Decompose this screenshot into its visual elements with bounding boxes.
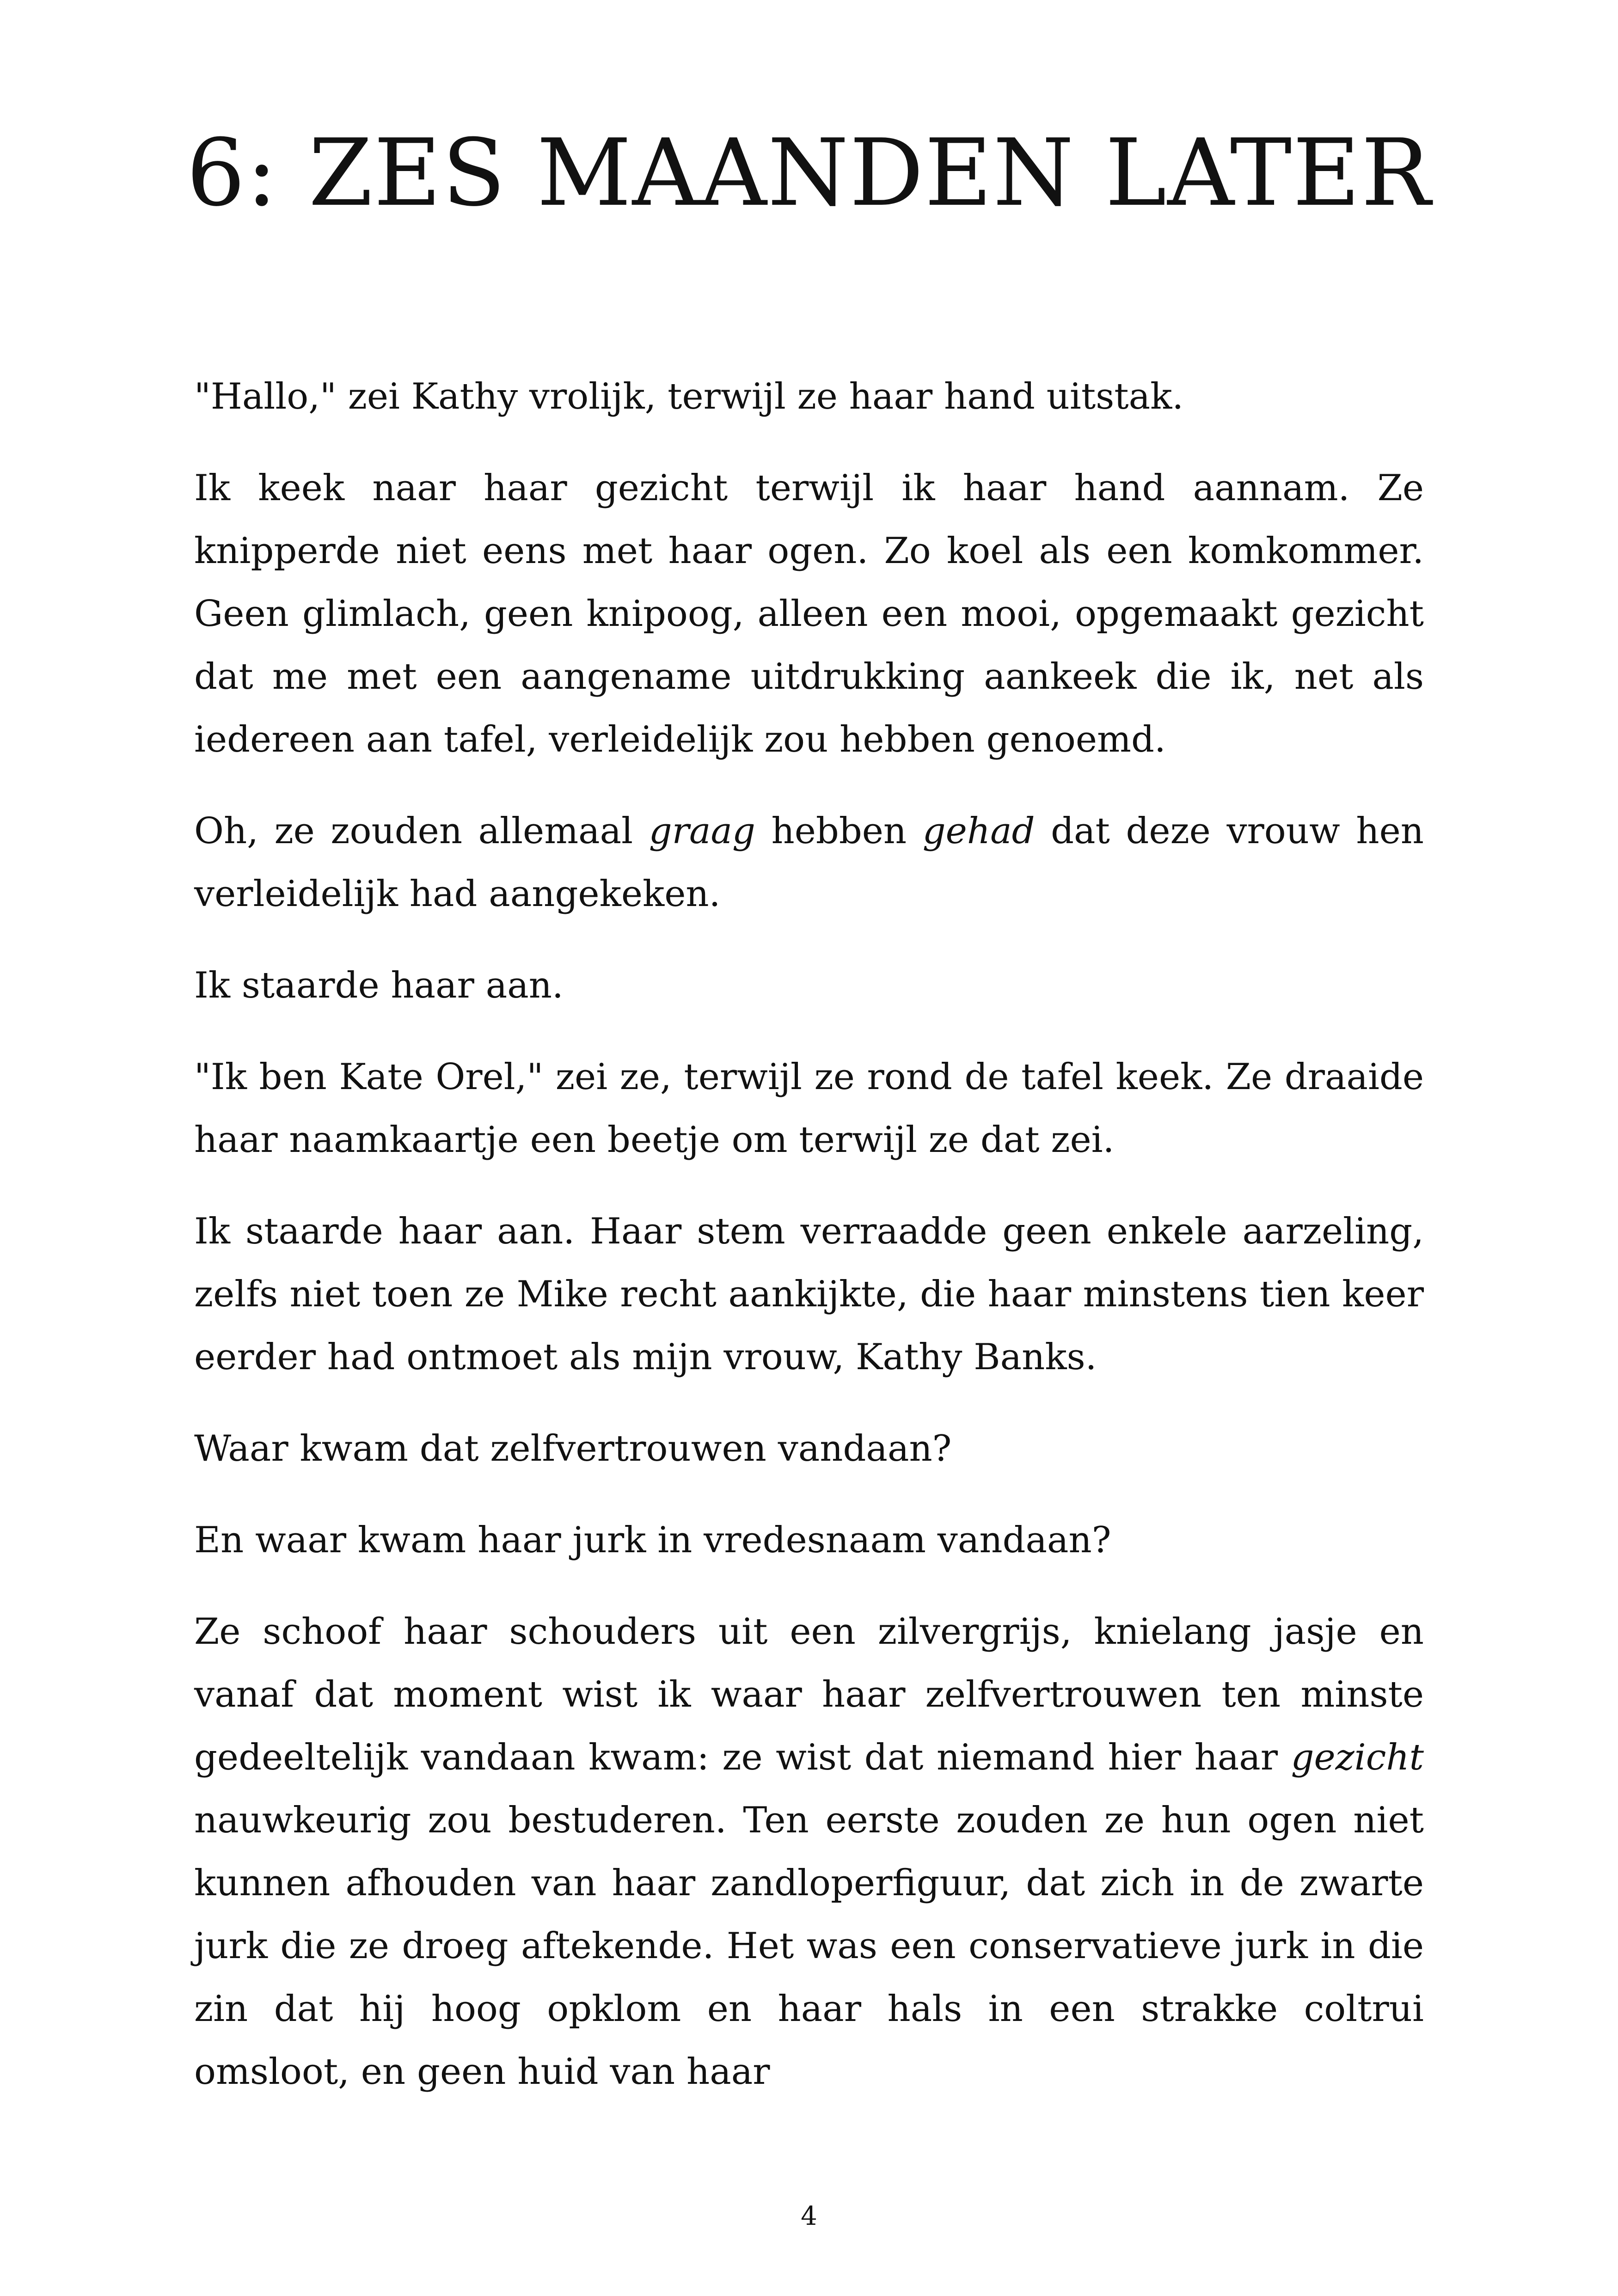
text-run: hebben	[755, 810, 923, 852]
paragraph	[194, 365, 1424, 428]
text-run: Ze schoof haar schouders uit een zilvergrijs, knielang jasje en vanaf dat moment wist ik waar haar zelfvertrouwen ten minste gedeeltelijk vandaan kwam: ze wist dat niemand hier haar	[194, 1611, 1424, 1778]
paragraph	[194, 457, 1424, 771]
text-run: Ik keek naar haar gezicht terwijl ik haar hand aannam. Ze knipperde niet eens met haar ogen. Zo koel als een komkommer. Geen glimlach, geen knipoog, alleen een mooi, opgemaakt gezicht dat me met een aangename uitdrukking aankeek die ik, net als iedereen aan tafel, verleidelijk zou hebben genoemd.	[194, 467, 1424, 760]
emphasized-text: gehad	[922, 810, 1035, 852]
paragraph	[194, 800, 1424, 925]
text-run: "Ik ben Kate Orel," zei ze, terwijl ze rond de tafel keek. Ze draaide haar naamkaartje een beetje om terwijl ze dat zei.	[194, 1056, 1424, 1161]
paragraph	[194, 954, 1424, 1017]
chapter-title: 6: ZES MAANDEN LATER	[186, 119, 1432, 227]
paragraph	[194, 1417, 1424, 1480]
paragraph	[194, 1600, 1424, 2103]
emphasized-text: gezicht	[1291, 1737, 1424, 1778]
text-run: Waar kwam dat zelfvertrouwen vandaan?	[194, 1428, 952, 1469]
body-text	[194, 365, 1424, 2103]
text-run: "Hallo," zei Kathy vrolijk, terwijl ze haar hand uitstak.	[194, 376, 1184, 417]
paragraph	[194, 1200, 1424, 1389]
text-run: En waar kwam haar jurk in vredesnaam vandaan?	[194, 1519, 1111, 1561]
text-run: Ik staarde haar aan.	[194, 965, 564, 1006]
paragraph	[194, 1509, 1424, 1572]
page-number: 4	[801, 2201, 817, 2231]
emphasized-text: graag	[649, 810, 755, 852]
text-run: Oh, ze zouden allemaal	[194, 810, 649, 852]
text-run: Ik staarde haar aan. Haar stem verraadde geen enkele aarzeling, zelfs niet toen ze Mike recht aankijkte, die haar minstens tien keer eerder had ontmoet als mijn vrouw, Kathy Banks.	[194, 1211, 1424, 1378]
paragraph	[194, 1046, 1424, 1171]
text-run: dat deze vrouw hen verleidelijk had aangekeken.	[194, 810, 1424, 915]
text-run: nauwkeurig zou bestuderen. Ten eerste zouden ze hun ogen niet kunnen afhouden van haar zandloperfiguur, dat zich in de zwarte jurk die ze droeg aftekende. Het was een conservatieve jurk in die zin dat hij hoog opklom en haar hals in een strakke coltrui omsloot, en geen huid van haar	[194, 1800, 1424, 2093]
